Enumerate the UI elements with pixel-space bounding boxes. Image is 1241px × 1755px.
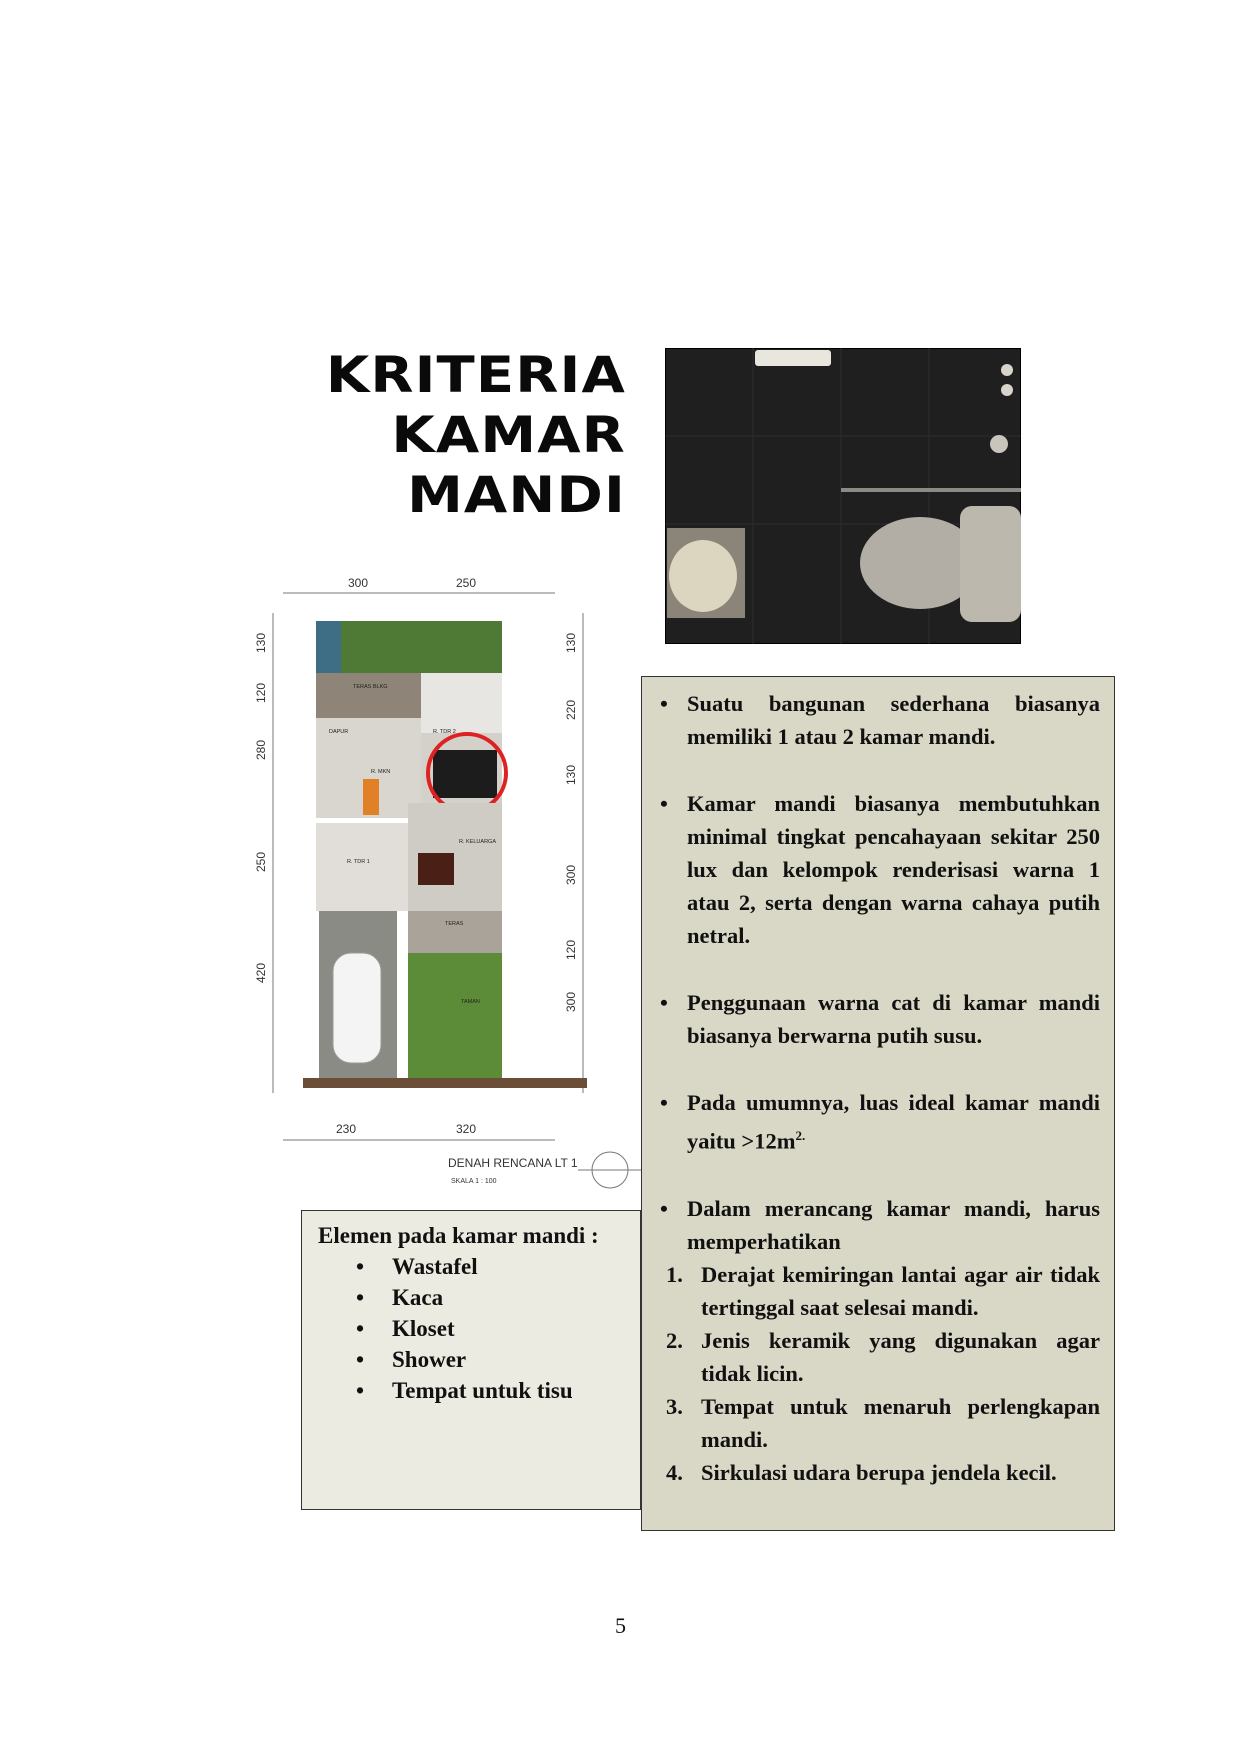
list-item bbox=[656, 1324, 1100, 1390]
room-label: TAMAN bbox=[461, 999, 480, 1005]
dimension-label: 280 bbox=[254, 739, 268, 761]
list-item bbox=[656, 1390, 1100, 1456]
dimension-label: 120 bbox=[564, 939, 578, 961]
list-item: • Kloset bbox=[392, 1313, 624, 1344]
dimension-label: 250 bbox=[254, 851, 268, 873]
dimension-label: 420 bbox=[254, 962, 268, 984]
list-item bbox=[656, 1258, 1100, 1324]
criteria-bullet: • Kamar mandi biasanya membutuhkan minimal tingkat pencahayaan sekitar 250 lux dan kelompok renderisasi warna 1 atau 2, serta dengan warna cahaya putih netral. bbox=[660, 791, 1100, 948]
room-label: R. TDR 1 bbox=[347, 859, 370, 865]
plan-caption: DENAH RENCANA LT 1 bbox=[448, 1156, 578, 1170]
dimension-label: 300 bbox=[564, 991, 578, 1013]
dimension-label: 300 bbox=[564, 864, 578, 886]
room-label: R. KELUARGA bbox=[459, 839, 496, 845]
numbered-list bbox=[656, 1258, 1100, 1489]
bullet-text: Penggunaan warna cat di kamar mandi biasanya berwarna putih susu. bbox=[687, 990, 1100, 1048]
criteria-bullet: • Suatu bangunan sederhana biasanya memiliki 1 atau 2 kamar mandi. bbox=[660, 691, 1100, 749]
bathroom-photo bbox=[665, 348, 1021, 644]
dimension-label: 130 bbox=[564, 632, 578, 654]
page-number: 5 bbox=[615, 1613, 626, 1638]
list-item bbox=[656, 1456, 1100, 1489]
bullet-text: Pada umumnya, luas ideal kamar mandi yaitu >12m bbox=[687, 1090, 1100, 1154]
room-label: DAPUR bbox=[329, 729, 349, 735]
title-line: MANDI bbox=[407, 466, 626, 524]
bullet-text: Suatu bangunan sederhana biasanya memiliki 1 atau 2 kamar mandi. bbox=[687, 691, 1100, 749]
list-number: 4. bbox=[666, 1459, 683, 1485]
floor-plan bbox=[233, 553, 643, 1206]
room-label: R. MKN bbox=[371, 769, 391, 775]
list-item: • Shower bbox=[392, 1344, 624, 1375]
title-line: KRITERIA bbox=[325, 346, 626, 404]
list-number: 2. bbox=[666, 1327, 683, 1353]
room-label: R. TDR 2 bbox=[433, 729, 456, 735]
dimension-label: 220 bbox=[564, 699, 578, 721]
superscript: 2. bbox=[795, 1128, 806, 1143]
elements-box bbox=[301, 1210, 641, 1510]
list-item: • Kaca bbox=[392, 1282, 624, 1313]
bullet-text: Kamar mandi biasanya membutuhkan minimal tingkat pencahayaan sekitar 250 lux dan kelompok renderisasi warna 1 atau 2, serta dengan warna cahaya putih netral. bbox=[687, 791, 1100, 948]
dimension-label: 130 bbox=[254, 632, 268, 654]
criteria-bullet: • Penggunaan warna cat di kamar mandi biasanya berwarna putih susu. bbox=[660, 990, 1100, 1048]
dimension-label: 130 bbox=[564, 764, 578, 786]
room-label: TERAS bbox=[445, 921, 464, 927]
dimension-label: 300 bbox=[347, 576, 369, 590]
list-number: 1. bbox=[666, 1261, 683, 1287]
plan-scale: SKALA 1 : 100 bbox=[451, 1178, 497, 1185]
criteria-bullet: • Pada umumnya, luas ideal kamar mandi yaitu $>12m^{2.}$ bbox=[660, 1090, 1100, 1154]
elements-heading: Elemen pada kamar mandi : bbox=[318, 1223, 599, 1248]
list-text: Tempat untuk menaruh perlengkapan mandi. bbox=[701, 1393, 1100, 1452]
list-number: 3. bbox=[666, 1393, 683, 1419]
dimension-label: 250 bbox=[455, 576, 477, 590]
bullet-text: Dalam merancang kamar mandi, harus memperhatikan bbox=[687, 1195, 1100, 1254]
list-text: Jenis keramik yang digunakan agar tidak licin. bbox=[701, 1327, 1100, 1386]
title-line: KAMAR bbox=[391, 406, 626, 464]
dimension-label: 230 bbox=[335, 1122, 357, 1136]
list-item: • Tempat untuk tisu bbox=[392, 1375, 624, 1406]
criteria-bullet: • Dalam merancang kamar mandi, harus memperhatikan bbox=[660, 1195, 1100, 1254]
dimension-label: 320 bbox=[455, 1122, 477, 1136]
list-text: Derajat kemiringan lantai agar air tidak tertinggal saat selesai mandi. bbox=[701, 1261, 1100, 1320]
page-title bbox=[326, 345, 626, 525]
list-text: Sirkulasi udara berupa jendela kecil. bbox=[701, 1459, 1057, 1485]
room-label: TERAS BLKG bbox=[353, 684, 388, 690]
elements-list bbox=[318, 1251, 624, 1406]
list-item: • Wastafel bbox=[392, 1251, 624, 1282]
criteria-box bbox=[641, 676, 1115, 1531]
dimension-label: 120 bbox=[254, 682, 268, 704]
